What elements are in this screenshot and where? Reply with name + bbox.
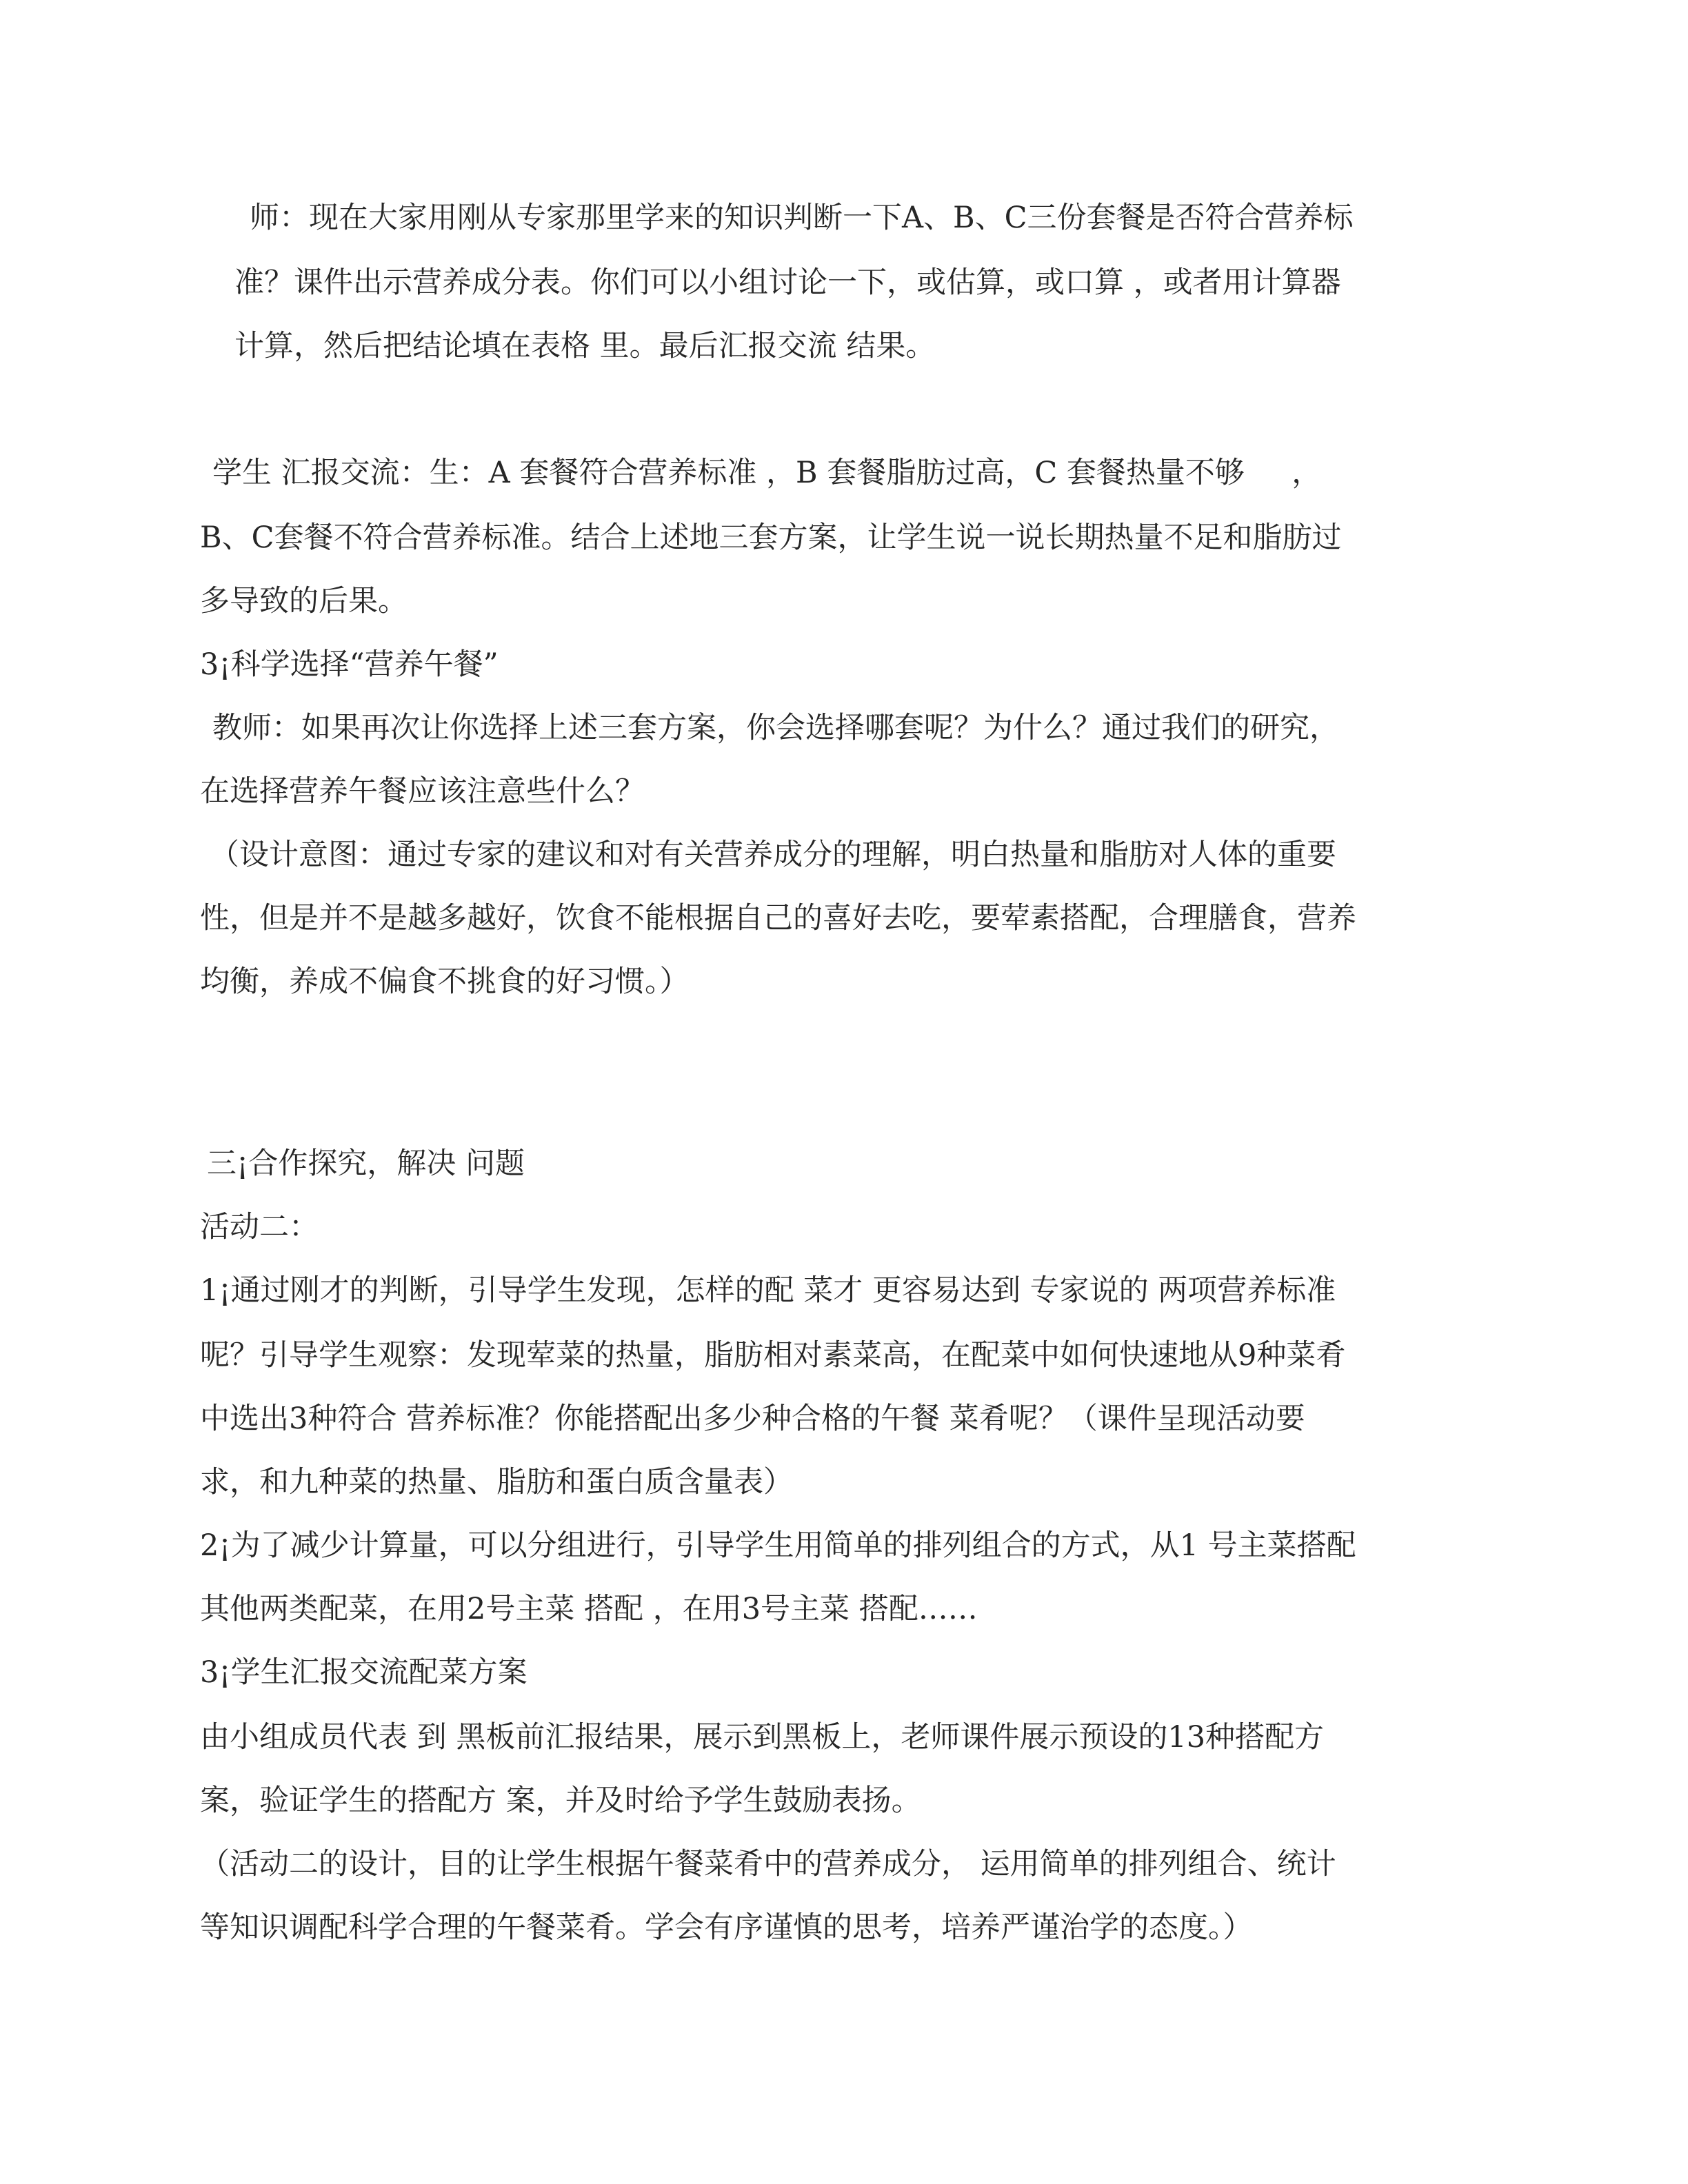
paragraph-line: 准？课件出示营养成分表。你们可以小组讨论一下，或估算，或口算 ，或者用计算器: [234, 265, 1341, 300]
paragraph-line: 教师：如果再次让你选择上述三套方案，你会选择哪套呢？为什么？通过我们的研究，: [212, 711, 1339, 745]
paragraph-line: 在选择营养午餐应该注意些什么？: [200, 774, 645, 809]
activity-label: 活动二：: [200, 1210, 319, 1244]
paragraph-line: 案，验证学生的搭配方 案，并及时给予学生鼓励表扬。: [200, 1783, 921, 1818]
paragraph-line: 计算，然后把结论填在表格 里。最后汇报交流 结果。: [234, 329, 936, 363]
paragraph-line: 1¡通过刚才的判断，引导学生发现，怎样的配 菜才 更容易达到 专家说的 两项营养标准: [200, 1273, 1336, 1308]
paragraph-line: 学生 汇报交流：生：A 套餐符合营养标准 ，B 套餐脂肪过高，C 套餐热量不够 ，: [212, 456, 1322, 490]
paragraph-line: 其他两类配菜，在用2号主菜 搭配 ，在用3号主菜 搭配……: [200, 1592, 978, 1626]
paragraph-line: 多导致的后果。: [200, 584, 408, 618]
paragraph-line: 由小组成员代表 到 黑板前汇报结果，展示到黑板上，老师课件展示预设的13种搭配方: [200, 1720, 1325, 1755]
paragraph-line: 2¡为了减少计算量，可以分组进行，引导学生用简单的排列组合的方式，从1 号主菜搭配: [200, 1528, 1356, 1563]
part-heading: 三¡合作探究，解决 问题: [207, 1146, 525, 1181]
paragraph-line: B、C套餐不符合营养标准。结合上述地三套方案，让学生说一说长期热量不足和脂肪过: [200, 520, 1342, 555]
step-3-heading: 3¡学生汇报交流配菜方案: [200, 1655, 528, 1690]
paragraph-line: 中选出3种符合 营养标准？你能搭配出多少种合格的午餐 菜肴呢？（课件呈现活动要: [200, 1402, 1305, 1436]
paragraph-line: 均衡，养成不偏食不挑食的好习惯。）: [200, 964, 690, 999]
paragraph-line: 师：现在大家用刚从专家那里学来的知识判断一下A、B、C三份套餐是否符合营养标: [250, 201, 1354, 235]
paragraph-line: 等知识调配科学合理的午餐菜肴。学会有序谨慎的思考，培养严谨治学的态度。）: [200, 1910, 1253, 1945]
paragraph-line: 求，和九种菜的热量、脂肪和蛋白质含量表）: [200, 1465, 793, 1499]
paragraph-line: 呢？引导学生观察：发现荤菜的热量，脂肪相对素菜高，在配菜中如何快速地从9种菜肴: [200, 1338, 1346, 1373]
paragraph-line: （设计意图：通过专家的建议和对有关营养成分的理解，明白热量和脂肪对人体的重要: [210, 838, 1336, 872]
section-heading: 3¡科学选择“营养午餐”: [200, 647, 499, 682]
paragraph-line: 性，但是并不是越多越好，饮食不能根据自己的喜好去吃，要荤素搭配，合理膳食，营养: [200, 901, 1356, 936]
paragraph-line: （活动二的设计，目的让学生根据午餐菜肴中的营养成分， 运用简单的排列组合、统计: [200, 1847, 1336, 1881]
